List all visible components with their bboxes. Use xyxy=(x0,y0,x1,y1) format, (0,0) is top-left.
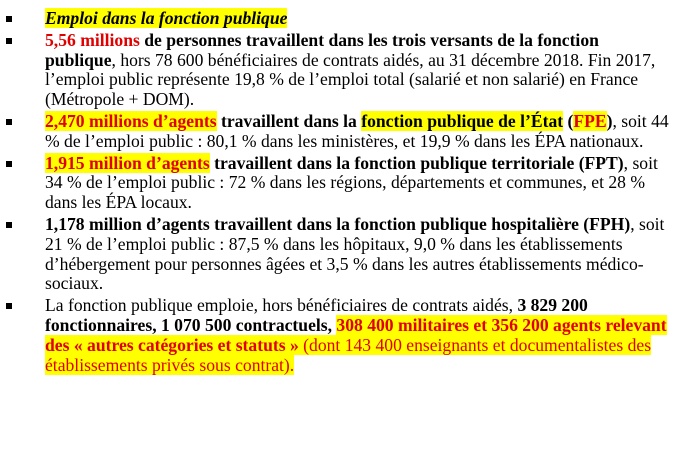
text-segment: 3 829 200 fonctionnaires, 1 070 500 contractuels, xyxy=(45,295,588,335)
document-body xyxy=(0,9,691,377)
text-segment: ) xyxy=(606,110,613,131)
text-segment: Emploi dans la fonction publique xyxy=(45,8,288,28)
text-segment: travaillent dans la xyxy=(216,110,362,131)
bullet-square-icon xyxy=(6,161,12,167)
bullet-item xyxy=(0,215,691,294)
bullet-square-icon xyxy=(6,222,12,228)
bullet-item xyxy=(0,9,691,29)
bullet-square-icon xyxy=(6,38,12,44)
text-segment: ( xyxy=(563,110,574,131)
text-segment: 2,470 millions d’agents xyxy=(45,110,217,131)
text-segment: , soit 21 % de l’emploi public : 87,5 % dans les hôpitaux, 9,0 % dans les établissements d’hébergement pour personnes âgées et 3,5 % dans les autres établissements médico-sociaux. xyxy=(45,213,665,294)
text-segment: La fonction publique emploie, hors bénéficiaires de contrats aidés, xyxy=(45,295,518,316)
text-segment: , hors 78 600 bénéficiaires de contrats aidés, au 31 décembre 2018. Fin 2017, l’emploi public représente 19,8 % de l’emploi total (salarié et non salarié) en France (Métropole + DOM). xyxy=(45,49,656,110)
bullet-square-icon xyxy=(6,16,12,22)
text-segment: , soit 44 % de l’emploi public : 80,1 % dans les ministères, et 19,9 % dans les ÉPA nationaux. xyxy=(45,110,669,151)
text-segment: fonction publique de l’État xyxy=(361,110,564,131)
bullet-item xyxy=(0,296,691,375)
text-segment: 5,56 millions xyxy=(45,29,140,50)
text-segment: 1,915 million d’agents xyxy=(45,152,210,173)
text-segment: (dont 143 400 enseignants et documentalistes des établissements privés sous contrat). xyxy=(45,334,652,375)
bullet-square-icon xyxy=(6,119,12,125)
text-segment: FPE xyxy=(573,110,607,131)
text-segment: de personnes travaillent dans les trois versants de la fonction publique xyxy=(45,29,599,70)
bullet-item xyxy=(0,31,691,110)
bullet-square-icon xyxy=(6,303,12,309)
bullet-item xyxy=(0,112,691,152)
text-segment: travaillent dans la fonction publique territoriale (FPT) xyxy=(209,152,624,173)
text-segment: , soit 34 % de l’emploi public : 72 % dans les régions, départements et communes, et 28 % dans les ÉPA locaux. xyxy=(45,152,658,213)
text-segment: 1,178 million d’agents travaillent dans la fonction publique hospitalière (FPH) xyxy=(45,213,631,234)
text-segment: 308 400 militaires et 356 200 agents relevant des « autres catégories et statuts » xyxy=(45,314,667,355)
bullet-item xyxy=(0,154,691,213)
